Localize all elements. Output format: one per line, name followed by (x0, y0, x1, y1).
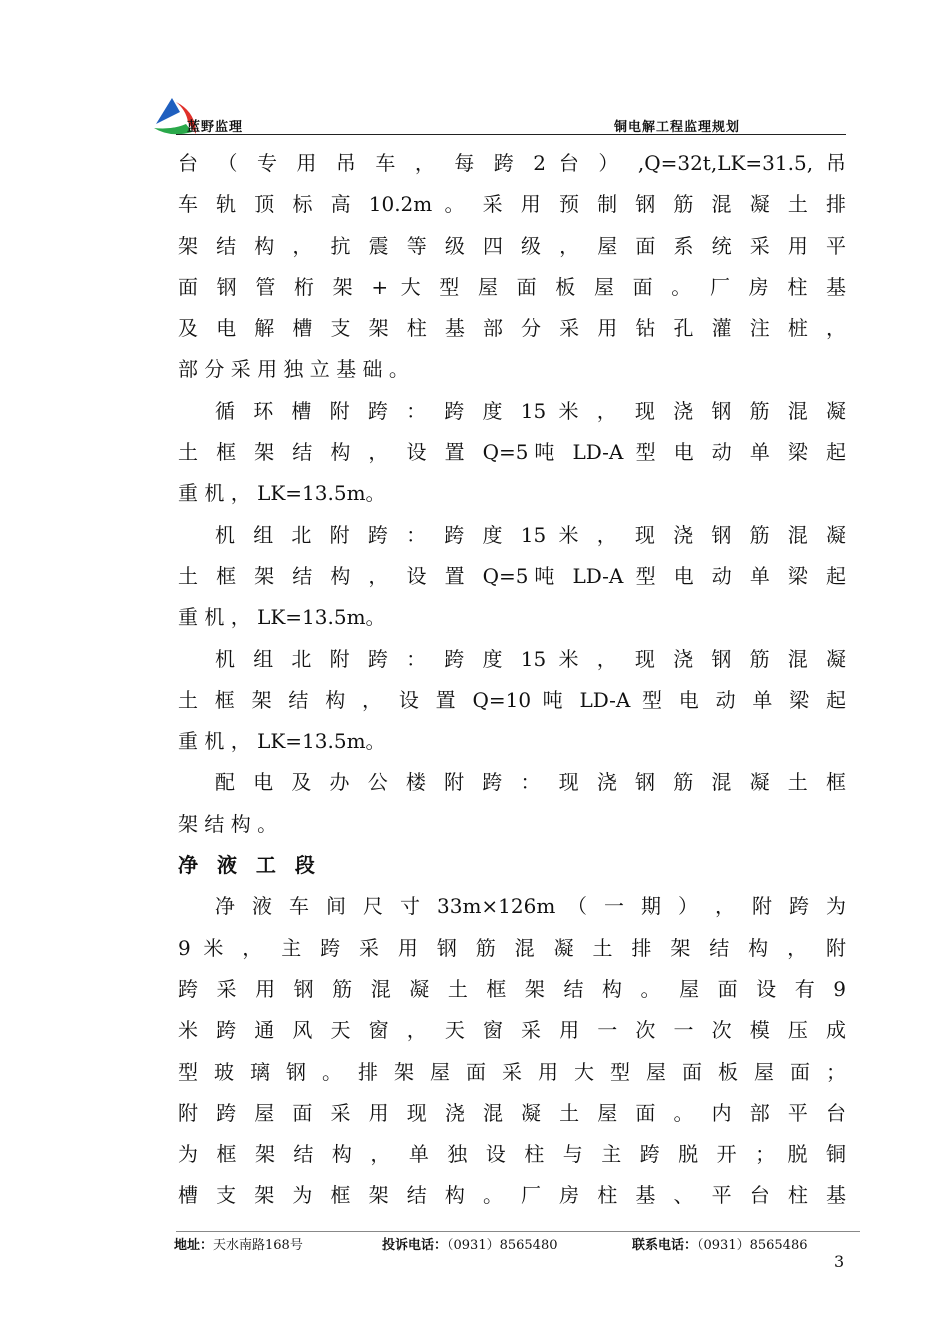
body-line: 附 跨 屋 面 采 用 现 浇 混 凝 土 屋 面 。 内 部 平 台 (178, 1100, 846, 1125)
body-line: 配 电 及 办 公 楼 附 跨 ： 现 浇 钢 筋 混 凝 土 框 (215, 770, 846, 795)
body-line: 土 框 架 结 构 ， 设 置 Q=10 吨 LD-A 型 电 动 单 梁 起 (178, 687, 846, 712)
body-line: 米 跨 通 风 天 窗 ， 天 窗 采 用 一 次 一 次 模 压 成 (178, 1018, 846, 1043)
body-line: 土 框 架 结 构 ， 设 置 Q=5吨 LD-A 型 电 动 单 梁 起 (178, 440, 846, 465)
document-title: 铜电解工程监理规划 (614, 120, 741, 135)
page-number: 3 (834, 1252, 845, 1271)
body-line: 机 组 北 附 跨 ： 跨 度 15 米 ， 现 浇 钢 筋 混 凝 (215, 646, 846, 671)
body-line: 车 轨 顶 标 高 10.2m 。 采 用 预 制 钢 筋 混 凝 土 排 (178, 192, 846, 217)
contact-value: （0931）8565486 (697, 1238, 808, 1253)
body-line: 机 组 北 附 跨 ： 跨 度 15 米 ， 现 浇 钢 筋 混 凝 (215, 522, 846, 547)
logo-text: 蓝野监理 (187, 120, 244, 135)
body-line: 型 玻 璃 钢 。 排 架 屋 面 采 用 大 型 屋 面 板 屋 面 ； (178, 1059, 846, 1084)
complaint-label: 投诉电话： (382, 1238, 448, 1253)
contact-label: 联系电话： (632, 1238, 698, 1253)
address-value: 天水南路168号 (213, 1238, 303, 1253)
complaint-value: （0931）8565480 (447, 1238, 558, 1253)
footer-complaint-phone (382, 1234, 558, 1253)
body-line: 净 液 车 间 尺 寸 33m×126m （ 一 期 ） ， 附 跨 为 (215, 894, 846, 919)
body-line: 及 电 解 槽 支 架 柱 基 部 分 采 用 钻 孔 灌 注 桩 ， (178, 316, 846, 341)
body-line: 面 钢 管 桁 架 + 大 型 屋 面 板 屋 面 。 厂 房 柱 基 (178, 274, 846, 299)
body-line: 重 机 ， LK=13.5m。 (178, 605, 386, 630)
body-line: 为 框 架 结 构 ， 单 独 设 柱 与 主 跨 脱 开 ； 脱 铜 (178, 1142, 846, 1167)
footer-contact-phone (632, 1234, 808, 1253)
body-line: 部 分 采 用 独 立 基 础 。 (178, 357, 409, 382)
footer-address (174, 1234, 303, 1253)
footer-divider (176, 1231, 860, 1232)
body-line: 架 结 构 。 (178, 811, 278, 836)
section-heading: 净 液 工 段 (178, 853, 321, 878)
body-line: 台 （ 专 用 吊 车 ， 每 跨 2 台 ） ,Q=32t,LK=31.5, 吊 (178, 151, 846, 175)
body-line: 重 机 ， LK=13.5m。 (178, 481, 386, 506)
body-line: 循 环 槽 附 跨 ： 跨 度 15 米 ， 现 浇 钢 筋 混 凝 (215, 398, 846, 423)
document-body (178, 143, 846, 1217)
body-line: 土 框 架 结 构 ， 设 置 Q=5吨 LD-A 型 电 动 单 梁 起 (178, 563, 846, 588)
body-line: 架 结 构 ， 抗 震 等 级 四 级 ， 屋 面 系 统 采 用 平 (178, 233, 846, 258)
header-divider (176, 134, 846, 135)
address-label: 地址： (174, 1238, 214, 1253)
body-line: 重 机 ， LK=13.5m。 (178, 729, 386, 754)
body-line: 9 米 ， 主 跨 采 用 钢 筋 混 凝 土 排 架 结 构 ， 附 (178, 935, 846, 960)
body-line: 跨 采 用 钢 筋 混 凝 土 框 架 结 构 。 屋 面 设 有 9 (178, 976, 846, 1001)
body-line: 槽 支 架 为 框 架 结 构 。 厂 房 柱 基 、 平 台 柱 基 (178, 1183, 846, 1208)
